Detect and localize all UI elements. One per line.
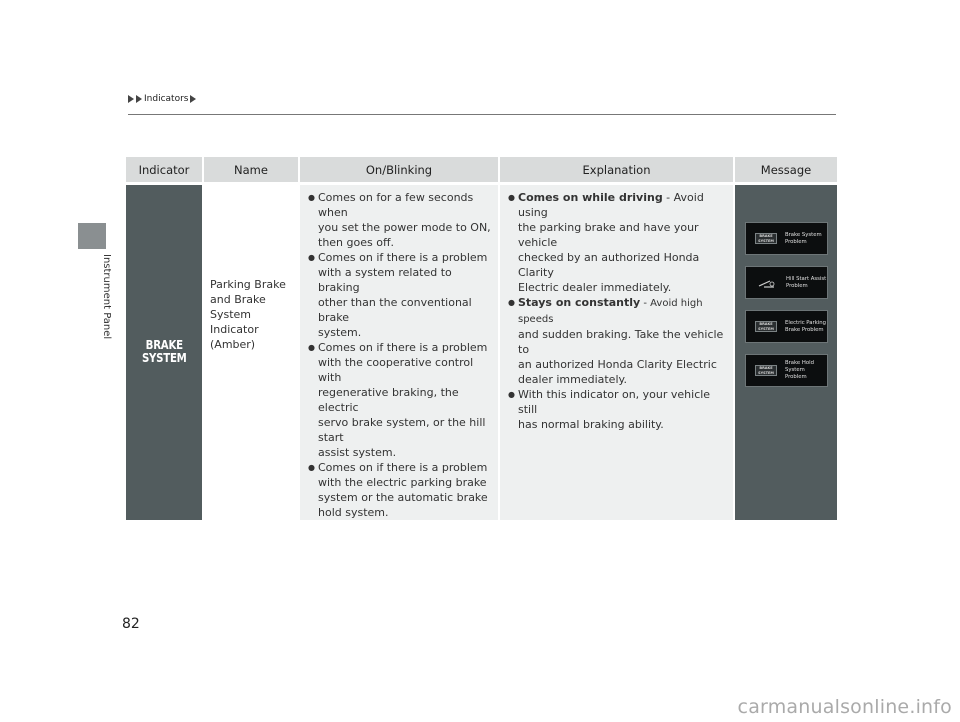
header-on-blinking: On/Blinking: [299, 157, 499, 182]
list-item: ● Comes on if there is a problem with a system related to braking other than the conventional brake system.: [308, 250, 492, 340]
side-section-label: Instrument Panel: [101, 254, 112, 340]
on-blinking-cell: [299, 185, 499, 520]
message-display: Hill Start Assist Problem: [745, 266, 828, 299]
breadcrumb-section[interactable]: Indicators: [144, 94, 189, 104]
indicator-cell: [126, 185, 203, 520]
list-item: ● Comes on if there is a problem with the cooperative control with regenerative braking, the electric servo brake system, or the hill start assist system.: [308, 340, 492, 460]
table-header-row: [126, 157, 837, 182]
header-message: Message: [734, 157, 837, 182]
breadcrumb-arrow-icon: [136, 95, 142, 103]
watermark: carmanualsonline.info: [737, 696, 952, 718]
hill-start-assist-icon: [758, 277, 776, 289]
page-number: 82: [122, 616, 140, 632]
message-display: BRAKE SYSTEM Brake System Problem: [745, 222, 828, 255]
list-item: ● Stays on constantly - Avoid high speeds and sudden braking. Take the vehicle to an authorized Honda Clarity Electric dealer immediately.: [508, 295, 727, 387]
list-item: ● Comes on if there is a problem with the electric parking brake system or the automatic brake hold system.: [308, 460, 492, 520]
message-display: BRAKE SYSTEM Brake Hold System Problem: [745, 354, 828, 387]
brake-system-icon: BRAKE SYSTEM: [755, 365, 777, 376]
breadcrumb-arrow-icon: [190, 95, 196, 103]
list-item: ● Comes on while driving - Avoid using the parking brake and have your vehicle checked by an authorized Honda Clarity Electric dealer immediately.: [508, 190, 727, 295]
section-tab-marker: [78, 223, 106, 249]
message-cell: [734, 185, 837, 520]
message-display: BRAKE SYSTEM Electric Parking Brake Problem: [745, 310, 828, 343]
breadcrumb: [128, 94, 196, 104]
brake-system-icon: BRAKE SYSTEM: [755, 321, 777, 332]
header-name: Name: [203, 157, 299, 182]
indicator-table: [126, 157, 837, 520]
table-row: [126, 185, 837, 520]
list-item: ● Comes on for a few seconds when you set the power mode to ON, then goes off.: [308, 190, 492, 250]
header-explanation: Explanation: [499, 157, 734, 182]
name-cell: Parking Brake and Brake System Indicator (Amber): [203, 185, 299, 520]
header-rule: [128, 114, 836, 115]
explanation-cell: [499, 185, 734, 520]
brake-system-icon: BRAKE SYSTEM: [755, 233, 777, 244]
brake-system-indicator-icon: BRAKE SYSTEM: [141, 338, 187, 365]
breadcrumb-arrow-icon: [128, 95, 134, 103]
list-item: ● With this indicator on, your vehicle still has normal braking ability.: [508, 387, 727, 432]
header-indicator: Indicator: [126, 157, 203, 182]
